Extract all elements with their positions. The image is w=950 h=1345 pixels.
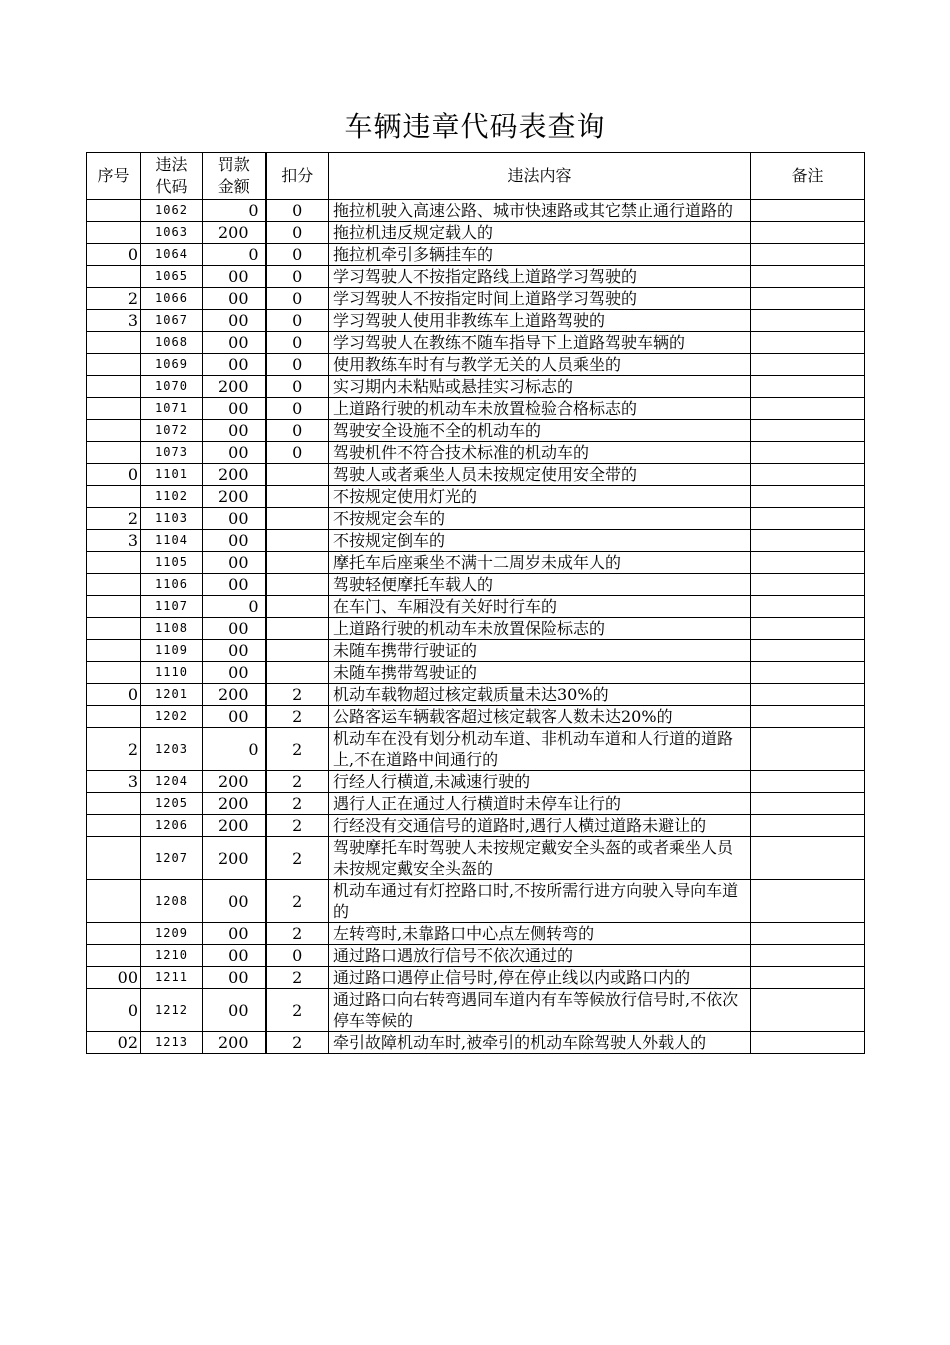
row-fine: 00 <box>203 880 266 923</box>
row-fine: 0 <box>203 728 266 771</box>
page-title: 车辆违章代码表查询 <box>344 110 606 143</box>
header-points: 扣分 <box>266 153 329 200</box>
table-row <box>87 596 865 618</box>
row-code: 1072 <box>141 420 203 442</box>
row-seq <box>87 662 141 684</box>
row-note <box>751 508 865 530</box>
table-row <box>87 728 865 771</box>
table-row <box>87 880 865 923</box>
row-fine: 200 <box>203 837 266 880</box>
table-row <box>87 706 865 728</box>
table-row <box>87 244 865 266</box>
row-seq <box>87 222 141 244</box>
row-code: 1108 <box>141 618 203 640</box>
row-code: 1066 <box>141 288 203 310</box>
row-description: 驾驶摩托车时驾驶人未按规定戴安全头盔的或者乘坐人员未按规定戴安全头盔的 <box>329 837 751 880</box>
row-code: 1210 <box>141 945 203 967</box>
row-fine: 00 <box>203 640 266 662</box>
row-code: 1065 <box>141 266 203 288</box>
table-row <box>87 640 865 662</box>
row-code: 1102 <box>141 486 203 508</box>
table-row <box>87 486 865 508</box>
row-note <box>751 618 865 640</box>
table-row <box>87 945 865 967</box>
row-seq <box>87 486 141 508</box>
header-desc: 违法内容 <box>329 153 751 200</box>
row-code: 1106 <box>141 574 203 596</box>
row-description: 通过路口遇放行信号不依次通过的 <box>329 945 751 967</box>
row-points <box>266 508 329 530</box>
row-fine: 00 <box>203 420 266 442</box>
row-points: 2 <box>266 967 329 989</box>
row-description: 实习期内未粘贴或悬挂实习标志的 <box>329 376 751 398</box>
row-code: 1211 <box>141 967 203 989</box>
row-note <box>751 552 865 574</box>
table-row <box>87 771 865 793</box>
table-row <box>87 684 865 706</box>
row-description: 在车门、车厢没有关好时行车的 <box>329 596 751 618</box>
row-fine: 00 <box>203 552 266 574</box>
table-row <box>87 266 865 288</box>
row-fine: 00 <box>203 945 266 967</box>
row-points: 0 <box>266 310 329 332</box>
row-description: 行经没有交通信号的道路时,遇行人横过道路未避让的 <box>329 815 751 837</box>
row-code: 1105 <box>141 552 203 574</box>
row-points: 2 <box>266 880 329 923</box>
table-row <box>87 376 865 398</box>
row-points: 2 <box>266 1032 329 1054</box>
row-points <box>266 574 329 596</box>
row-points: 0 <box>266 244 329 266</box>
row-note <box>751 420 865 442</box>
row-fine: 00 <box>203 989 266 1032</box>
row-seq <box>87 332 141 354</box>
row-description: 学习驾驶人在教练不随车指导下上道路驾驶车辆的 <box>329 332 751 354</box>
violation-code-table <box>86 152 865 1054</box>
row-description: 上道路行驶的机动车未放置保险标志的 <box>329 618 751 640</box>
row-points: 2 <box>266 989 329 1032</box>
table-body <box>87 200 865 1054</box>
row-description: 学习驾驶人不按指定路线上道路学习驾驶的 <box>329 266 751 288</box>
row-note <box>751 354 865 376</box>
table-row <box>87 420 865 442</box>
row-points <box>266 618 329 640</box>
row-points <box>266 596 329 618</box>
table-header-row <box>87 153 865 200</box>
header-fine <box>203 153 266 200</box>
table-row <box>87 967 865 989</box>
row-seq <box>87 552 141 574</box>
row-note <box>751 771 865 793</box>
row-fine: 200 <box>203 222 266 244</box>
table-row <box>87 200 865 222</box>
table-row <box>87 398 865 420</box>
row-points: 2 <box>266 793 329 815</box>
row-description: 左转弯时,未靠路口中心点左侧转弯的 <box>329 923 751 945</box>
row-note <box>751 596 865 618</box>
row-points: 2 <box>266 728 329 771</box>
row-points: 0 <box>266 420 329 442</box>
row-note <box>751 200 865 222</box>
row-points: 0 <box>266 200 329 222</box>
row-seq <box>87 706 141 728</box>
row-description: 驾驶机件不符合技术标准的机动车的 <box>329 442 751 464</box>
row-seq <box>87 945 141 967</box>
row-description: 机动车在没有划分机动车道、非机动车道和人行道的道路上,不在道路中间通行的 <box>329 728 751 771</box>
row-points: 2 <box>266 815 329 837</box>
row-code: 1209 <box>141 923 203 945</box>
row-seq <box>87 200 141 222</box>
row-note <box>751 815 865 837</box>
table-row <box>87 837 865 880</box>
row-note <box>751 376 865 398</box>
row-code: 1109 <box>141 640 203 662</box>
row-points: 0 <box>266 332 329 354</box>
row-description: 机动车载物超过核定载质量未达30%的 <box>329 684 751 706</box>
table-row <box>87 1032 865 1054</box>
row-description: 未随车携带驾驶证的 <box>329 662 751 684</box>
row-note <box>751 398 865 420</box>
table-row <box>87 923 865 945</box>
row-seq <box>87 376 141 398</box>
row-points <box>266 486 329 508</box>
row-fine: 00 <box>203 332 266 354</box>
row-code: 1063 <box>141 222 203 244</box>
row-note <box>751 923 865 945</box>
row-points: 2 <box>266 923 329 945</box>
row-description: 拖拉机驶入高速公路、城市快速路或其它禁止通行道路的 <box>329 200 751 222</box>
row-code: 1062 <box>141 200 203 222</box>
row-seq: 0 <box>87 464 141 486</box>
row-fine: 00 <box>203 266 266 288</box>
row-note <box>751 728 865 771</box>
row-seq: 2 <box>87 728 141 771</box>
row-fine: 0 <box>203 200 266 222</box>
row-fine: 00 <box>203 288 266 310</box>
row-note <box>751 945 865 967</box>
row-description: 拖拉机违反规定载人的 <box>329 222 751 244</box>
row-code: 1101 <box>141 464 203 486</box>
row-code: 1213 <box>141 1032 203 1054</box>
row-description: 行经人行横道,未减速行驶的 <box>329 771 751 793</box>
row-code: 1068 <box>141 332 203 354</box>
row-description: 学习驾驶人使用非教练车上道路驾驶的 <box>329 310 751 332</box>
row-code: 1107 <box>141 596 203 618</box>
row-points: 0 <box>266 222 329 244</box>
row-code: 1073 <box>141 442 203 464</box>
row-points: 0 <box>266 442 329 464</box>
table-row <box>87 815 865 837</box>
row-points: 0 <box>266 376 329 398</box>
row-seq <box>87 398 141 420</box>
row-points: 0 <box>266 398 329 420</box>
row-seq <box>87 618 141 640</box>
row-note <box>751 662 865 684</box>
row-note <box>751 442 865 464</box>
row-note <box>751 574 865 596</box>
table-row <box>87 332 865 354</box>
row-note <box>751 222 865 244</box>
header-seq: 序号 <box>87 153 141 200</box>
row-fine: 0 <box>203 596 266 618</box>
row-points <box>266 530 329 552</box>
row-code: 1205 <box>141 793 203 815</box>
table-row <box>87 989 865 1032</box>
row-points: 0 <box>266 266 329 288</box>
row-fine: 00 <box>203 706 266 728</box>
row-seq <box>87 596 141 618</box>
row-seq <box>87 815 141 837</box>
row-note <box>751 684 865 706</box>
table-row <box>87 508 865 530</box>
row-description: 摩托车后座乘坐不满十二周岁未成年人的 <box>329 552 751 574</box>
row-fine: 200 <box>203 684 266 706</box>
row-description: 驾驶轻便摩托车载人的 <box>329 574 751 596</box>
row-seq: 00 <box>87 967 141 989</box>
row-points: 0 <box>266 288 329 310</box>
table-row <box>87 618 865 640</box>
row-fine: 200 <box>203 771 266 793</box>
row-fine: 00 <box>203 398 266 420</box>
row-seq <box>87 837 141 880</box>
row-description: 驾驶人或者乘坐人员未按规定使用安全带的 <box>329 464 751 486</box>
row-points: 2 <box>266 706 329 728</box>
row-points <box>266 552 329 574</box>
row-note <box>751 288 865 310</box>
header-fine-label: 罚款金额 <box>217 155 250 196</box>
row-points: 0 <box>266 945 329 967</box>
row-fine: 200 <box>203 464 266 486</box>
row-code: 1206 <box>141 815 203 837</box>
row-code: 1203 <box>141 728 203 771</box>
row-points: 0 <box>266 354 329 376</box>
row-seq <box>87 354 141 376</box>
row-seq: 0 <box>87 684 141 706</box>
row-code: 1207 <box>141 837 203 880</box>
row-seq: 2 <box>87 508 141 530</box>
table-row <box>87 354 865 376</box>
row-seq <box>87 640 141 662</box>
row-note <box>751 486 865 508</box>
row-fine: 200 <box>203 1032 266 1054</box>
row-fine: 0 <box>203 244 266 266</box>
table-row <box>87 530 865 552</box>
table-row <box>87 552 865 574</box>
row-note <box>751 793 865 815</box>
row-description: 公路客运车辆载客超过核定载客人数未达20%的 <box>329 706 751 728</box>
header-note: 备注 <box>751 153 865 200</box>
row-code: 1202 <box>141 706 203 728</box>
row-fine: 200 <box>203 815 266 837</box>
row-points <box>266 662 329 684</box>
table-row <box>87 288 865 310</box>
row-seq <box>87 442 141 464</box>
row-note <box>751 837 865 880</box>
row-note <box>751 310 865 332</box>
header-code-label: 违法代码 <box>155 155 188 196</box>
row-description: 通过路口遇停止信号时,停在停止线以内或路口内的 <box>329 967 751 989</box>
table-row <box>87 310 865 332</box>
row-description: 机动车通过有灯控路口时,不按所需行进方向驶入导向车道的 <box>329 880 751 923</box>
table-row <box>87 464 865 486</box>
row-note <box>751 967 865 989</box>
row-points: 2 <box>266 837 329 880</box>
row-description: 不按规定会车的 <box>329 508 751 530</box>
row-description: 不按规定倒车的 <box>329 530 751 552</box>
row-description: 上道路行驶的机动车未放置检验合格标志的 <box>329 398 751 420</box>
header-code <box>141 153 203 200</box>
row-fine: 00 <box>203 662 266 684</box>
row-seq: 3 <box>87 771 141 793</box>
row-seq <box>87 266 141 288</box>
row-fine: 00 <box>203 618 266 640</box>
row-note <box>751 880 865 923</box>
row-fine: 00 <box>203 354 266 376</box>
row-description: 牵引故障机动车时,被牵引的机动车除驾驶人外载人的 <box>329 1032 751 1054</box>
row-fine: 00 <box>203 574 266 596</box>
row-description: 未随车携带行驶证的 <box>329 640 751 662</box>
row-seq: 2 <box>87 288 141 310</box>
row-code: 1103 <box>141 508 203 530</box>
row-seq: 3 <box>87 310 141 332</box>
row-description: 通过路口向右转弯遇同车道内有车等候放行信号时,不依次停车等候的 <box>329 989 751 1032</box>
row-code: 1208 <box>141 880 203 923</box>
row-fine: 00 <box>203 923 266 945</box>
row-note <box>751 266 865 288</box>
table-row <box>87 222 865 244</box>
row-fine: 00 <box>203 508 266 530</box>
row-seq <box>87 420 141 442</box>
row-fine: 200 <box>203 376 266 398</box>
row-seq <box>87 923 141 945</box>
row-seq: 0 <box>87 244 141 266</box>
row-code: 1212 <box>141 989 203 1032</box>
row-fine: 200 <box>203 486 266 508</box>
row-code: 1104 <box>141 530 203 552</box>
row-description: 学习驾驶人不按指定时间上道路学习驾驶的 <box>329 288 751 310</box>
table-row <box>87 442 865 464</box>
row-description: 驾驶安全设施不全的机动车的 <box>329 420 751 442</box>
row-fine: 00 <box>203 967 266 989</box>
row-description: 拖拉机牵引多辆挂车的 <box>329 244 751 266</box>
row-code: 1201 <box>141 684 203 706</box>
row-seq: 02 <box>87 1032 141 1054</box>
row-code: 1204 <box>141 771 203 793</box>
row-points: 2 <box>266 684 329 706</box>
row-note <box>751 332 865 354</box>
row-fine: 00 <box>203 310 266 332</box>
row-seq: 0 <box>87 989 141 1032</box>
row-note <box>751 1032 865 1054</box>
table-row <box>87 662 865 684</box>
row-seq: 3 <box>87 530 141 552</box>
row-seq <box>87 880 141 923</box>
row-note <box>751 706 865 728</box>
row-code: 1069 <box>141 354 203 376</box>
row-note <box>751 989 865 1032</box>
row-seq <box>87 574 141 596</box>
row-seq <box>87 793 141 815</box>
row-code: 1070 <box>141 376 203 398</box>
row-code: 1110 <box>141 662 203 684</box>
row-description: 使用教练车时有与教学无关的人员乘坐的 <box>329 354 751 376</box>
row-code: 1071 <box>141 398 203 420</box>
row-points <box>266 640 329 662</box>
row-points: 2 <box>266 771 329 793</box>
row-note <box>751 530 865 552</box>
row-description: 不按规定使用灯光的 <box>329 486 751 508</box>
table-row <box>87 574 865 596</box>
row-fine: 00 <box>203 442 266 464</box>
row-code: 1064 <box>141 244 203 266</box>
row-fine: 200 <box>203 793 266 815</box>
table-row <box>87 793 865 815</box>
row-note <box>751 244 865 266</box>
row-points <box>266 464 329 486</box>
row-note <box>751 640 865 662</box>
row-code: 1067 <box>141 310 203 332</box>
row-fine: 00 <box>203 530 266 552</box>
row-description: 遇行人正在通过人行横道时未停车让行的 <box>329 793 751 815</box>
row-note <box>751 464 865 486</box>
